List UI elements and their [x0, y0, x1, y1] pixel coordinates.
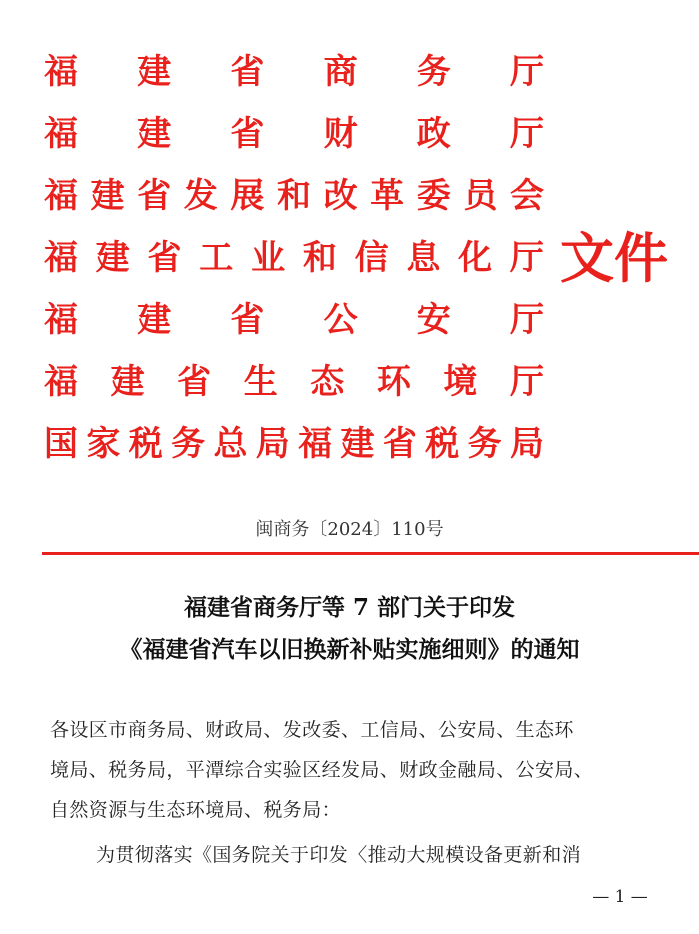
issuer-char: 建 [110, 362, 145, 402]
issuer-char: 财 [323, 114, 358, 154]
issuer-char: 展 [230, 176, 265, 216]
issuer-char: 省 [230, 300, 265, 340]
issuer-char: 省 [382, 424, 417, 464]
recipients-line-2: 境局、税务局，平潭综合实验区经发局、财政金融局、公安局、 [50, 759, 594, 781]
issuer-finance [44, 108, 544, 160]
issuer-public-security [44, 294, 544, 346]
issuer-char: 和 [302, 238, 337, 278]
issuer-char: 化 [458, 238, 493, 278]
issuer-char: 国 [44, 424, 78, 464]
issuer-char: 革 [370, 176, 405, 216]
issuer-char: 建 [95, 238, 130, 278]
issuer-char: 业 [251, 238, 286, 278]
issuer-char: 总 [213, 424, 248, 464]
issuer-development-reform [44, 170, 544, 222]
recipients-line-3: 自然资源与生态环境局、税务局： [50, 799, 342, 821]
issuer-char: 建 [90, 176, 125, 216]
issuer-char: 建 [340, 424, 375, 464]
issuer-char: 家 [86, 424, 121, 464]
recipients-line-1: 各设区市商务局、财政局、发改委、工信局、公安局、生态环 [50, 719, 574, 741]
issuer-char: 信 [354, 238, 389, 278]
issuer-char: 委 [416, 176, 451, 216]
issuer-char: 厅 [509, 362, 544, 402]
issuer-char: 福 [44, 52, 78, 92]
issuer-char: 福 [298, 424, 333, 464]
document-suffix: 文件 [560, 225, 668, 290]
issuer-char: 境 [443, 362, 478, 402]
issuer-char: 厅 [509, 238, 544, 278]
issuer-char: 建 [137, 114, 172, 154]
issuer-char: 福 [44, 176, 78, 216]
red-divider [42, 552, 699, 555]
issuer-char: 和 [276, 176, 311, 216]
issuer-char: 会 [509, 176, 544, 216]
issuer-char: 省 [230, 52, 265, 92]
issuer-char: 厅 [509, 52, 544, 92]
issuer-char: 厅 [509, 114, 544, 154]
issuer-char: 态 [310, 362, 345, 402]
issuer-char: 税 [425, 424, 460, 464]
page-number: — 1 — [592, 887, 648, 907]
issuer-char: 局 [509, 424, 544, 464]
issuer-char: 发 [183, 176, 218, 216]
issuer-char: 厅 [509, 300, 544, 340]
issuer-char: 福 [44, 362, 78, 402]
issuer-char: 工 [199, 238, 234, 278]
issuer-char: 建 [137, 52, 172, 92]
issuer-char: 环 [376, 362, 411, 402]
issuer-tax-bureau [44, 418, 544, 470]
issuer-char: 生 [243, 362, 278, 402]
issuer-char: 省 [177, 362, 212, 402]
title-line-2: 《福建省汽车以旧换新补贴实施细则》的通知 [119, 636, 580, 663]
issuer-char: 安 [416, 300, 451, 340]
title-line-1: 福建省商务厅等 7 部门关于印发 [183, 594, 516, 621]
issuer-char: 商 [323, 52, 358, 92]
issuer-ecology-environment [44, 356, 544, 408]
issuer-char: 务 [171, 424, 206, 464]
issuer-char: 务 [416, 52, 451, 92]
issuer-char: 改 [323, 176, 358, 216]
issuer-char: 省 [137, 176, 172, 216]
issuer-char: 息 [406, 238, 441, 278]
issuer-char: 福 [44, 238, 78, 278]
issuer-char: 员 [463, 176, 498, 216]
issuer-commerce [44, 46, 544, 98]
issuer-char: 政 [416, 114, 451, 154]
issuer-char: 福 [44, 114, 78, 154]
issuer-industry-it [44, 232, 544, 284]
document-number: 闽商务〔2024〕110号 [255, 519, 444, 540]
issuer-char: 局 [255, 424, 290, 464]
paragraph-line-1: 为贯彻落实《国务院关于印发〈推动大规模设备更新和消 [96, 844, 582, 866]
issuer-char: 建 [137, 300, 172, 340]
issuer-char: 务 [467, 424, 502, 464]
issuer-char: 税 [128, 424, 163, 464]
issuer-char: 公 [323, 300, 358, 340]
issuer-char: 省 [230, 114, 265, 154]
issuer-char: 省 [147, 238, 182, 278]
issuer-char: 福 [44, 300, 78, 340]
